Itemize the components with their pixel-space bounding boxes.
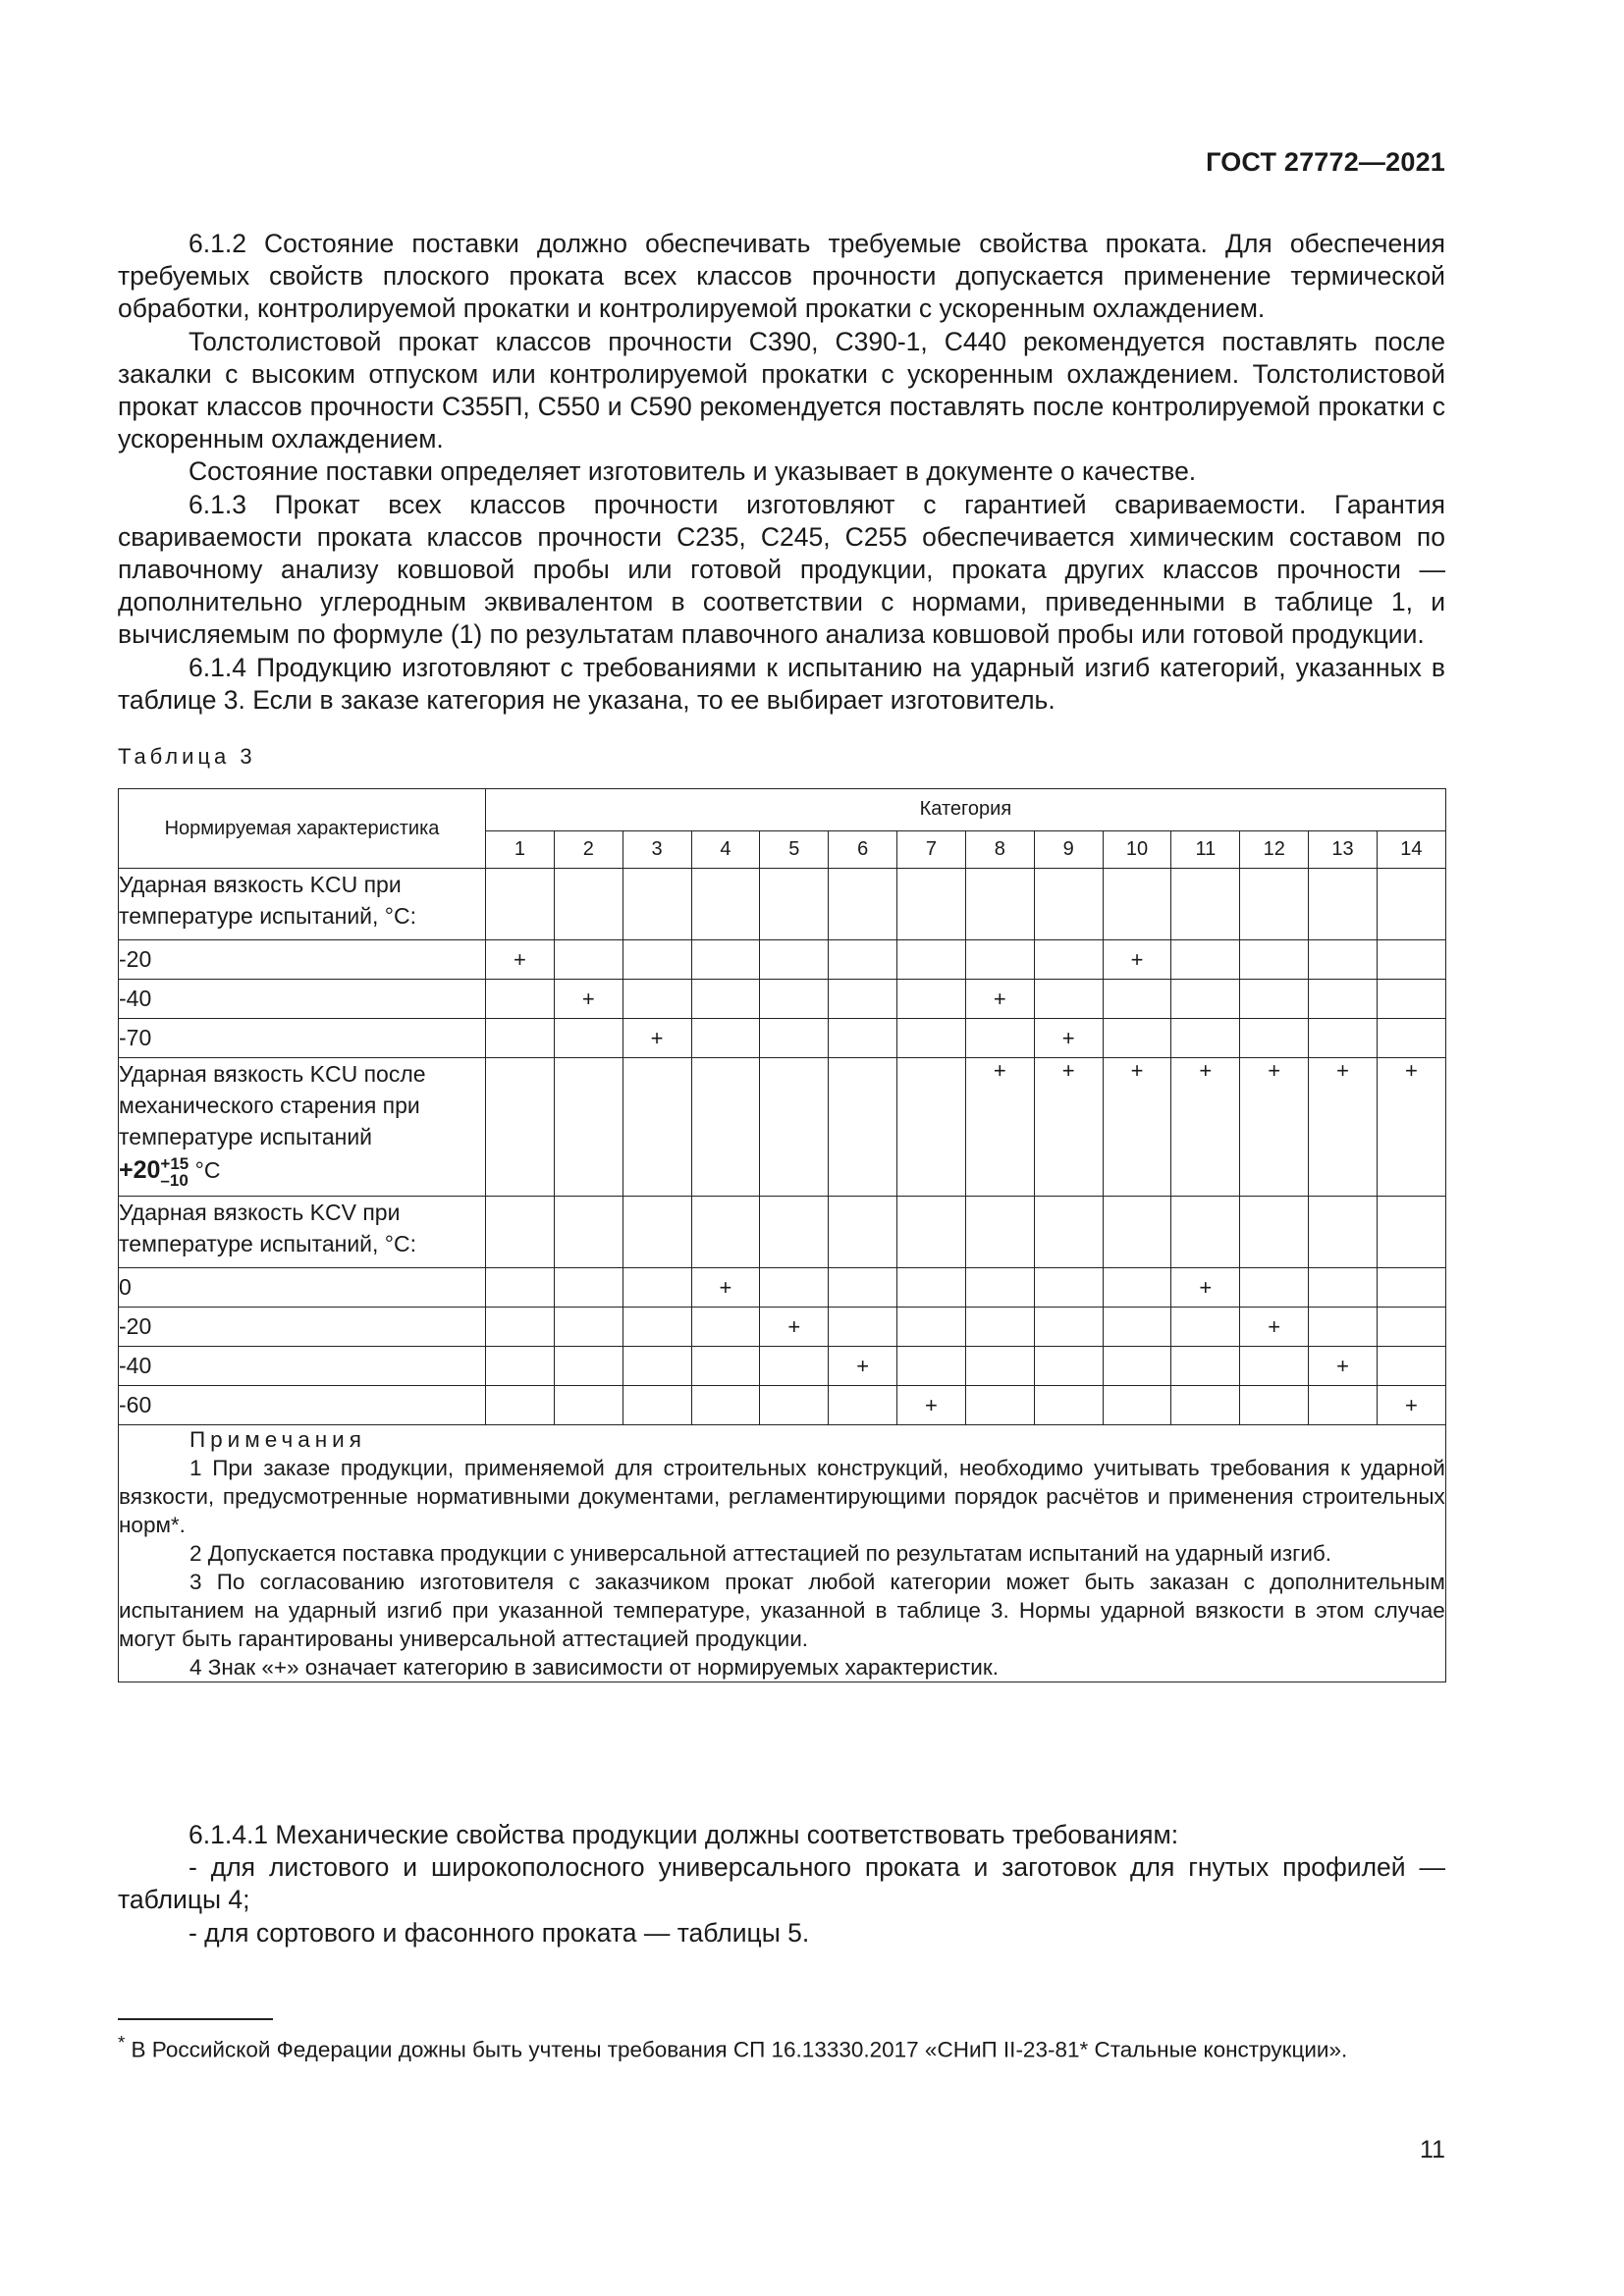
table-cell bbox=[554, 1019, 623, 1058]
table-cell bbox=[1309, 1197, 1378, 1268]
table-cell bbox=[554, 869, 623, 940]
table-cell bbox=[1240, 1019, 1309, 1058]
table-cell bbox=[1309, 869, 1378, 940]
footnote bbox=[118, 2028, 1445, 2065]
plus-mark: + bbox=[993, 986, 1006, 1011]
footnote-divider bbox=[118, 2018, 273, 2020]
table-cell bbox=[1171, 1386, 1240, 1425]
table-cell bbox=[1034, 1308, 1103, 1347]
table-cell bbox=[554, 1386, 623, 1425]
plus-mark: + bbox=[1130, 946, 1144, 972]
plus-mark: + bbox=[1061, 1025, 1075, 1050]
table-cell bbox=[897, 940, 966, 980]
table-cell bbox=[965, 1197, 1034, 1268]
table-cell bbox=[760, 940, 829, 980]
table-cell bbox=[1103, 1197, 1171, 1268]
category-number: 10 bbox=[1103, 830, 1171, 868]
table-cell bbox=[965, 1308, 1034, 1347]
table-cell bbox=[760, 1347, 829, 1386]
table-cell bbox=[897, 1058, 966, 1197]
table-cell bbox=[1103, 869, 1171, 940]
plus-mark: + bbox=[993, 1058, 1006, 1083]
table-cell bbox=[1377, 1197, 1445, 1268]
table-cell bbox=[1309, 1058, 1378, 1197]
table-cell bbox=[965, 940, 1034, 980]
table-cell bbox=[1103, 1019, 1171, 1058]
table-row bbox=[119, 940, 1446, 980]
category-number: 8 bbox=[965, 830, 1034, 868]
table-row bbox=[119, 1386, 1446, 1425]
table-3 bbox=[118, 788, 1445, 1682]
table-cell bbox=[486, 1197, 555, 1268]
table-cell bbox=[1240, 1268, 1309, 1308]
table-cell bbox=[1240, 1308, 1309, 1347]
plus-mark: + bbox=[1199, 1058, 1213, 1083]
table-cell bbox=[1377, 980, 1445, 1019]
notes-title: Примечания bbox=[189, 1427, 366, 1452]
category-number: 2 bbox=[554, 830, 623, 868]
test-temperature: 0 bbox=[119, 1268, 486, 1308]
tolerance-minus: –10 bbox=[160, 1170, 189, 1190]
table-cell bbox=[1171, 1308, 1240, 1347]
paragraph-6-1-4-1: 6.1.4.1 Механические свойства продукции должны соответствовать требованиям: bbox=[189, 1820, 1179, 1849]
table-row bbox=[119, 1268, 1446, 1308]
table-cell bbox=[760, 1386, 829, 1425]
plus-mark: + bbox=[1336, 1058, 1349, 1083]
table-cell bbox=[1034, 1197, 1103, 1268]
table-cell bbox=[829, 1019, 897, 1058]
table-cell bbox=[1377, 1347, 1445, 1386]
table-cell bbox=[623, 940, 691, 980]
table-cell bbox=[623, 1268, 691, 1308]
table-cell bbox=[760, 1058, 829, 1197]
table-cell bbox=[760, 1268, 829, 1308]
category-number: 5 bbox=[760, 830, 829, 868]
kcu-label: Ударная вязкость KCU при температуре испытаний, °C: bbox=[119, 869, 486, 940]
table-cell bbox=[691, 1268, 760, 1308]
table-cell bbox=[486, 940, 555, 980]
category-number: 14 bbox=[1377, 830, 1445, 868]
table-cell bbox=[760, 1308, 829, 1347]
header-characteristic: Нормируемая характеристика bbox=[119, 789, 486, 869]
table-cell bbox=[897, 1019, 966, 1058]
table-cell bbox=[691, 980, 760, 1019]
table-cell bbox=[897, 1347, 966, 1386]
plus-mark: + bbox=[856, 1353, 870, 1378]
table-row bbox=[119, 1019, 1446, 1058]
table-notes bbox=[119, 1425, 1446, 1682]
table-cell bbox=[1034, 1019, 1103, 1058]
table-cell bbox=[1377, 869, 1445, 940]
table-cell bbox=[1309, 940, 1378, 980]
plus-mark: + bbox=[1404, 1392, 1418, 1417]
table-cell bbox=[554, 940, 623, 980]
table-cell bbox=[623, 1308, 691, 1347]
table-cell bbox=[554, 1347, 623, 1386]
table-cell bbox=[897, 869, 966, 940]
table-cell bbox=[1309, 1268, 1378, 1308]
table-cell bbox=[623, 869, 691, 940]
plus-mark: + bbox=[719, 1274, 732, 1300]
table-cell bbox=[1171, 980, 1240, 1019]
table-cell bbox=[1377, 1268, 1445, 1308]
tolerance-plus: +15 bbox=[160, 1153, 189, 1173]
plus-mark: + bbox=[1268, 1058, 1281, 1083]
table-cell bbox=[1240, 980, 1309, 1019]
paragraph-6-1-4: 6.1.4 Продукцию изготовляют с требованиями к испытанию на ударный изгиб категорий, указанных в таблице 3. Если в заказе категория не указана, то ее выбирает изготовитель. bbox=[118, 652, 1445, 715]
list-item-sheet: - для листового и широкополосного универсального проката и заготовок для гнутых профилей — таблицы 4; bbox=[118, 1852, 1445, 1915]
plus-mark: + bbox=[1061, 1058, 1075, 1083]
table-cell bbox=[965, 1058, 1034, 1197]
table-cell bbox=[1034, 980, 1103, 1019]
table-cell bbox=[829, 1347, 897, 1386]
category-number: 11 bbox=[1171, 830, 1240, 868]
table-cell bbox=[965, 1347, 1034, 1386]
list-item-section: - для сортового и фасонного проката — таблицы 5. bbox=[189, 1917, 810, 1948]
table-cell bbox=[1103, 1308, 1171, 1347]
plus-mark: + bbox=[1199, 1274, 1213, 1300]
table-cell bbox=[1103, 1347, 1171, 1386]
table-cell bbox=[691, 1019, 760, 1058]
table-row bbox=[119, 1347, 1446, 1386]
temperature-base: +20 bbox=[119, 1156, 161, 1184]
table-cell bbox=[760, 1197, 829, 1268]
footnote-text: В Российской Федерации дожны быть учтены требования СП 16.13330.2017 «СНиП II-23-81* Стальные конструкции». bbox=[125, 2037, 1348, 2062]
paragraph-6-1-3: 6.1.3 Прокат всех классов прочности изготовляют с гарантией свариваемости. Гарантия свариваемости проката классов прочности С235, С245, С255 обеспечивается химическим составом по плавочному анализу ковшовой пробы или готовой продукции, проката других классов прочности — дополнительно углеродным эквивалентом в соответствии с нормами, приведенными в таблице 1, и вычисляемым по формуле (1) по результатам плавочного анализа ковшовой пробы или готовой продукции. bbox=[118, 489, 1445, 650]
table-cell bbox=[1240, 1386, 1309, 1425]
table-cell bbox=[1309, 1347, 1378, 1386]
table-row-notes bbox=[119, 1425, 1446, 1682]
table-cell bbox=[623, 980, 691, 1019]
table-cell bbox=[623, 1019, 691, 1058]
category-number: 6 bbox=[829, 830, 897, 868]
table-cell bbox=[1377, 1308, 1445, 1347]
table-cell bbox=[1034, 940, 1103, 980]
note-item: 2 Допускается поставка продукции с универсальной аттестацией по результатам испытаний на ударный изгиб. bbox=[189, 1541, 1332, 1566]
category-number: 4 bbox=[691, 830, 760, 868]
category-number: 1 bbox=[486, 830, 555, 868]
table-cell bbox=[1171, 1019, 1240, 1058]
table-cell bbox=[554, 1268, 623, 1308]
table-cell bbox=[1377, 1386, 1445, 1425]
table-cell bbox=[1171, 1197, 1240, 1268]
table-row bbox=[119, 980, 1446, 1019]
table-cell bbox=[691, 1386, 760, 1425]
table-cell bbox=[965, 980, 1034, 1019]
table-cell bbox=[1309, 1386, 1378, 1425]
note-item: 3 По согласованию изготовителя с заказчиком прокат любой категории может быть заказан с дополнительным испытанием на ударный изгиб при указанной температуре, указанной в таблице 3. Нормы ударной вязкости в этом случае могут быть гарантированы универсальной аттестацией продукции. bbox=[119, 1570, 1445, 1651]
table-cell bbox=[691, 1058, 760, 1197]
table-cell bbox=[623, 1347, 691, 1386]
table-cell bbox=[554, 1308, 623, 1347]
kcu-aged-text: Ударная вязкость KCU после механического старения при температуре испытаний bbox=[119, 1061, 426, 1149]
table-cell bbox=[1240, 940, 1309, 980]
test-temperature: -20 bbox=[119, 1308, 486, 1347]
table-cell bbox=[965, 1386, 1034, 1425]
table-cell bbox=[1240, 1058, 1309, 1197]
table-cell bbox=[691, 1308, 760, 1347]
table-caption: Таблица 3 bbox=[118, 744, 256, 769]
paragraph-delivery-state: Состояние поставки определяет изготовитель и указывает в документе о качестве. bbox=[189, 456, 1197, 487]
table-cell bbox=[829, 1268, 897, 1308]
paragraph-thick-plate: Толстолистовой прокат классов прочности С390, С390-1, С440 рекомендуется поставлять после закалки с высоким отпуском или контролируемой прокатки с ускоренным охлаждением. Толстолистовой прокат классов прочности С355П, С550 и С590 рекомендуется поставлять после контролируемой прокатки с ускоренным охлаждением. bbox=[118, 326, 1445, 454]
table-cell bbox=[1103, 1386, 1171, 1425]
category-number: 12 bbox=[1240, 830, 1309, 868]
table-row bbox=[119, 1058, 1446, 1197]
table-cell bbox=[1034, 1386, 1103, 1425]
tolerance bbox=[160, 1155, 189, 1189]
table-cell bbox=[1309, 1019, 1378, 1058]
table-cell bbox=[623, 1386, 691, 1425]
table-cell bbox=[897, 980, 966, 1019]
body-text-bottom bbox=[118, 1819, 1445, 1949]
temperature-unit: °C bbox=[194, 1157, 221, 1183]
table-cell bbox=[829, 1197, 897, 1268]
table-cell bbox=[829, 940, 897, 980]
note-item: 1 При заказе продукции, применяемой для строительных конструкций, необходимо учитывать требования к ударной вязкости, предусмотренные нормативными документами, регламентирующими порядок расчётов и применения строительных норм*. bbox=[119, 1456, 1445, 1537]
table-cell bbox=[554, 1197, 623, 1268]
table-cell bbox=[1240, 1347, 1309, 1386]
table-cell bbox=[1377, 1058, 1445, 1197]
body-text-top bbox=[118, 228, 1445, 717]
test-temperature: -40 bbox=[119, 1347, 486, 1386]
table-cell bbox=[486, 1019, 555, 1058]
plus-mark: + bbox=[581, 986, 595, 1011]
plus-mark: + bbox=[787, 1313, 801, 1339]
plus-mark: + bbox=[1404, 1058, 1418, 1083]
table-cell bbox=[691, 869, 760, 940]
table-cell bbox=[760, 980, 829, 1019]
table-cell bbox=[1377, 1019, 1445, 1058]
test-temperature: -20 bbox=[119, 940, 486, 980]
table-cell bbox=[623, 1058, 691, 1197]
table-cell bbox=[829, 980, 897, 1019]
table-cell bbox=[965, 1019, 1034, 1058]
plus-mark: + bbox=[1336, 1353, 1349, 1378]
table-cell bbox=[897, 1386, 966, 1425]
table-row bbox=[119, 1197, 1446, 1268]
kcv-label: Ударная вязкость KCV при температуре испытаний, °C: bbox=[119, 1197, 486, 1268]
table-cell bbox=[760, 1019, 829, 1058]
table-cell bbox=[486, 1308, 555, 1347]
table-cell bbox=[829, 869, 897, 940]
table-cell bbox=[1240, 869, 1309, 940]
table-cell bbox=[691, 1197, 760, 1268]
table-cell bbox=[965, 1268, 1034, 1308]
table-cell bbox=[1309, 1308, 1378, 1347]
table-cell bbox=[1103, 980, 1171, 1019]
plus-mark: + bbox=[513, 946, 526, 972]
kcu-aged-label bbox=[119, 1058, 486, 1197]
plus-mark: + bbox=[1268, 1313, 1281, 1339]
table-cell bbox=[1103, 1058, 1171, 1197]
table-cell bbox=[1377, 940, 1445, 980]
table-cell bbox=[1034, 869, 1103, 940]
table-cell bbox=[1171, 1347, 1240, 1386]
table-cell bbox=[1309, 980, 1378, 1019]
table-cell bbox=[691, 1347, 760, 1386]
table-cell bbox=[486, 1347, 555, 1386]
table-cell bbox=[897, 1268, 966, 1308]
footnote-marker: * bbox=[118, 2032, 126, 2053]
table-cell bbox=[897, 1308, 966, 1347]
table-cell bbox=[554, 980, 623, 1019]
table-cell bbox=[965, 869, 1034, 940]
table-row bbox=[119, 1308, 1446, 1347]
plus-mark: + bbox=[650, 1025, 664, 1050]
test-temperature: -70 bbox=[119, 1019, 486, 1058]
table-cell bbox=[1103, 940, 1171, 980]
test-temperature: -60 bbox=[119, 1386, 486, 1425]
table-cell bbox=[486, 980, 555, 1019]
table-cell bbox=[1034, 1347, 1103, 1386]
header-category: Категория bbox=[486, 789, 1446, 831]
category-number: 13 bbox=[1309, 830, 1378, 868]
table-cell bbox=[829, 1308, 897, 1347]
table-cell bbox=[1240, 1197, 1309, 1268]
table-cell bbox=[760, 869, 829, 940]
kcu-aged-temperature bbox=[119, 1154, 485, 1189]
table-cell bbox=[1171, 869, 1240, 940]
document-id-header: ГОСТ 27772—2021 bbox=[1206, 147, 1445, 177]
note-item: 4 Знак «+» означает категорию в зависимости от нормируемых характеристик. bbox=[189, 1655, 999, 1680]
table-cell bbox=[897, 1197, 966, 1268]
table-cell bbox=[691, 940, 760, 980]
table-cell bbox=[486, 869, 555, 940]
table-cell bbox=[486, 1268, 555, 1308]
category-number: 7 bbox=[897, 830, 966, 868]
page-number: 11 bbox=[1420, 2136, 1445, 2163]
table-cell bbox=[1034, 1268, 1103, 1308]
table-row bbox=[119, 869, 1446, 940]
plus-mark: + bbox=[925, 1392, 938, 1417]
table-cell bbox=[829, 1058, 897, 1197]
paragraph-6-1-2: 6.1.2 Состояние поставки должно обеспечивать требуемые свойства проката. Для обеспечения требуемых свойств плоского проката всех классов прочности допускается применение термической обработки, контролируемой прокатки и контролируемой прокатки с ускоренным охлаждением. bbox=[118, 229, 1445, 324]
table-cell bbox=[1103, 1268, 1171, 1308]
table-cell bbox=[486, 1058, 555, 1197]
category-number: 3 bbox=[623, 830, 691, 868]
table-cell bbox=[1034, 1058, 1103, 1197]
plus-mark: + bbox=[1130, 1058, 1144, 1083]
table-cell bbox=[554, 1058, 623, 1197]
table-cell bbox=[1171, 1268, 1240, 1308]
table-cell bbox=[1171, 940, 1240, 980]
test-temperature: -40 bbox=[119, 980, 486, 1019]
table-cell bbox=[1171, 1058, 1240, 1197]
category-number: 9 bbox=[1034, 830, 1103, 868]
table-cell bbox=[829, 1386, 897, 1425]
table-cell bbox=[623, 1197, 691, 1268]
table-cell bbox=[486, 1386, 555, 1425]
